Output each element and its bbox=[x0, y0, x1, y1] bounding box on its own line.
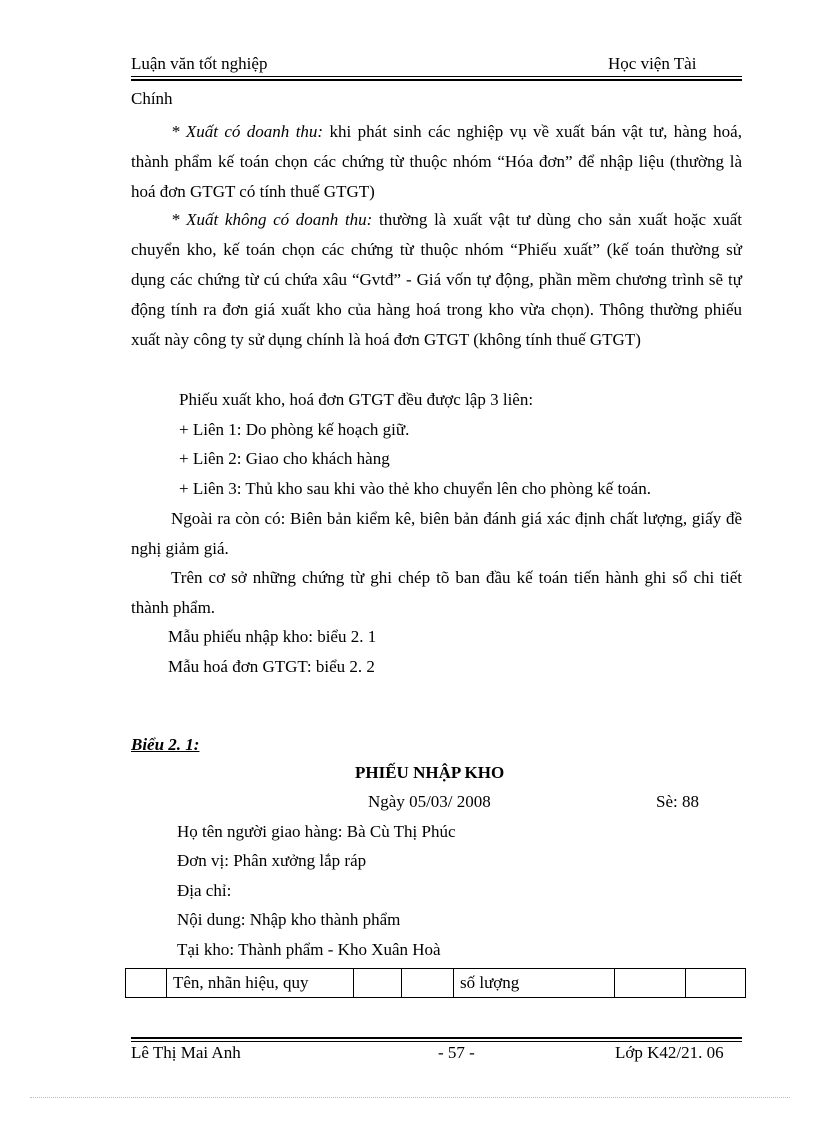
table-cell bbox=[686, 969, 746, 998]
sales-revenue-label: * Xuất có doanh thu: bbox=[171, 122, 324, 141]
header-rule-thick bbox=[131, 79, 742, 81]
form-address: Địa chỉ: bbox=[177, 881, 232, 900]
header-continuation: Chính bbox=[131, 89, 173, 108]
form-label: Biểu 2. 1: bbox=[131, 735, 200, 754]
form-title: PHIẾU NHẬP KHO bbox=[355, 763, 505, 782]
copy-3: + Liên 3: Thủ kho sau khi vào thẻ kho chuyển lên cho phòng kế toán. bbox=[179, 479, 651, 498]
footer-rule-thick bbox=[131, 1037, 742, 1039]
header-right: Học viện Tài bbox=[608, 54, 697, 73]
paragraph-basis: Trên cơ sở những chứng từ ghi chép tõ ban đầu kế toán tiến hành ghi sổ chi tiết thành phẩm. bbox=[131, 568, 742, 617]
form-unit: Đơn vị: Phân xưởng lắp ráp bbox=[177, 851, 367, 870]
sample-receipt: Mẫu phiếu nhập kho: biểu 2. 1 bbox=[168, 627, 377, 646]
paragraph-other-docs: Ngoài ra còn có: Biên bản kiểm kê, biên bản đánh giá xác định chất lượng, giấy đề nghị giảm giá. bbox=[131, 509, 742, 558]
sample-invoice: Mẫu hoá đơn GTGT: biểu 2. 2 bbox=[168, 657, 375, 676]
page-edge-dotted-line bbox=[30, 1097, 790, 1098]
sales-revenue-text: khi phát sinh các nghiệp vụ về xuất bán vật tư, hàng hoá, thành phẩm kế toán chọn các chứng từ thuộc nhóm “Hóa đơn” để nhập liệu (thường là hoá đơn GTGT có tính thuế GTGT) bbox=[131, 122, 742, 201]
footer-rule bbox=[131, 1041, 742, 1042]
paragraph-no-revenue bbox=[131, 205, 742, 355]
form-date: Ngày 05/03/ 2008 bbox=[368, 792, 491, 811]
no-revenue-label: * Xuất không có doanh thu: bbox=[171, 210, 373, 229]
receipt-table bbox=[125, 968, 746, 998]
copy-1: + Liên 1: Do phòng kế hoạch giữ. bbox=[179, 420, 410, 439]
copies-intro: Phiếu xuất kho, hoá đơn GTGT đều được lập 3 liên: bbox=[179, 390, 534, 409]
footer-page-number: - 57 - bbox=[438, 1043, 475, 1062]
table-cell bbox=[615, 969, 686, 998]
form-content: Nội dung: Nhập kho thành phẩm bbox=[177, 910, 401, 929]
no-revenue-text: thường là xuất vật tư dùng cho sản xuất hoặc xuất chuyển kho, kế toán chọn các chứng từ thuộc nhóm “Phiếu xuất” (kế toán thường sử dụng các chứng từ cú chứa xâu “Gvtđ” - Giá vốn tự động, phần mềm chương trình sẽ tự động tính ra đơn giá xuất kho của hàng hoá trong kho vừa chọn). Thông thường phiếu xuất này công ty sử dụng chính là hoá đơn GTGT (không tính thuế GTGT) bbox=[131, 210, 742, 349]
footer-author: Lê Thị Mai Anh bbox=[131, 1043, 241, 1062]
copy-2: + Liên 2: Giao cho khách hàng bbox=[179, 449, 390, 468]
form-deliverer: Họ tên người giao hàng: Bà Cù Thị Phúc bbox=[177, 822, 456, 841]
paragraph-sales-revenue bbox=[131, 117, 742, 207]
header-rule bbox=[131, 76, 742, 77]
table-cell: số lượng bbox=[454, 969, 615, 998]
table-cell bbox=[402, 969, 454, 998]
form-warehouse: Tại kho: Thành phẩm - Kho Xuân Hoà bbox=[177, 940, 441, 959]
footer-class: Lớp K42/21. 06 bbox=[615, 1043, 724, 1062]
table-cell: Tên, nhãn hiệu, quy bbox=[167, 969, 354, 998]
form-number: Sè: 88 bbox=[656, 792, 699, 811]
table-cell bbox=[126, 969, 167, 998]
table-header-row bbox=[126, 969, 746, 998]
table-cell bbox=[354, 969, 402, 998]
header-left: Luận văn tốt nghiệp bbox=[131, 54, 268, 73]
